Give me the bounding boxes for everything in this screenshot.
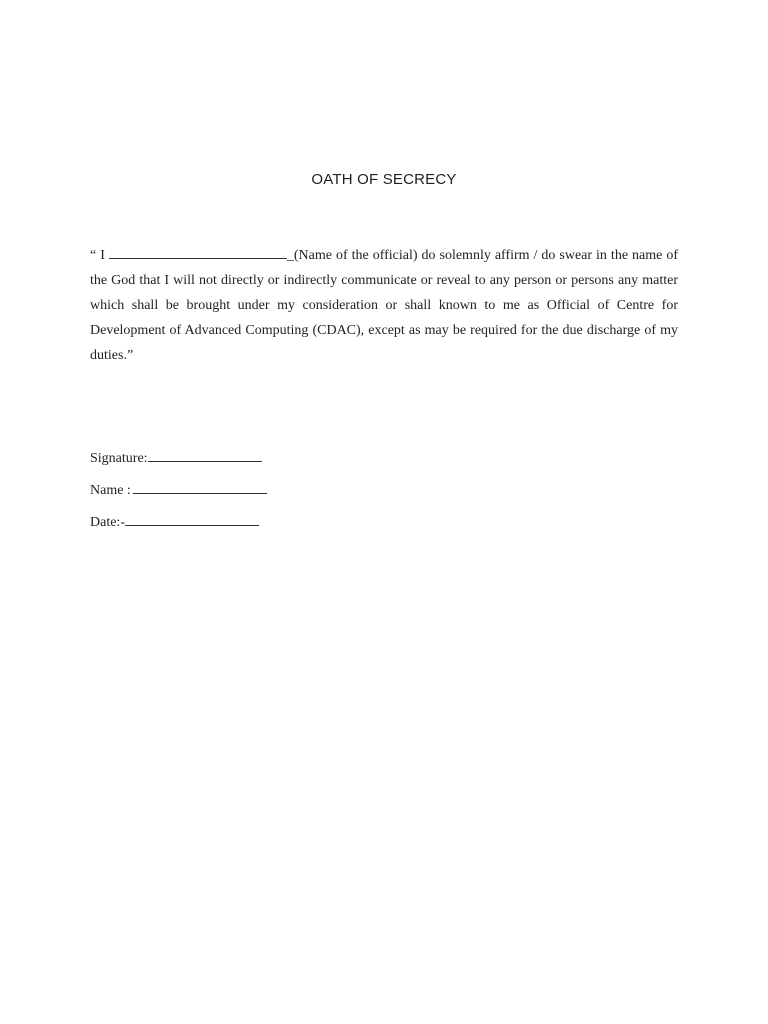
date-blank: [125, 513, 259, 526]
name-field: [90, 481, 267, 499]
signature-blank: [148, 449, 262, 462]
oath-paragraph: [90, 243, 678, 368]
oath-open-quote: “ I: [90, 248, 105, 263]
name-label: Name :: [90, 483, 131, 498]
signature-field: [90, 449, 262, 467]
name-blank: [133, 481, 267, 494]
signature-label: Signature:: [90, 451, 148, 466]
oath-text: _(Name of the official) do solemnly affirm / do swear in the name of the God that I will not directly or indirectly communicate or reveal to any person or persons any matter which shall be brought under my consideration or shall known to me as Official of Centre for Development of Advanced Computing (CDAC), except as may be required for the due discharge of my duties.”: [90, 248, 678, 363]
document-title: OATH OF SECRECY: [311, 171, 457, 188]
date-label: Date:-: [90, 515, 125, 530]
date-field: [90, 513, 259, 531]
official-name-blank: [109, 246, 287, 259]
